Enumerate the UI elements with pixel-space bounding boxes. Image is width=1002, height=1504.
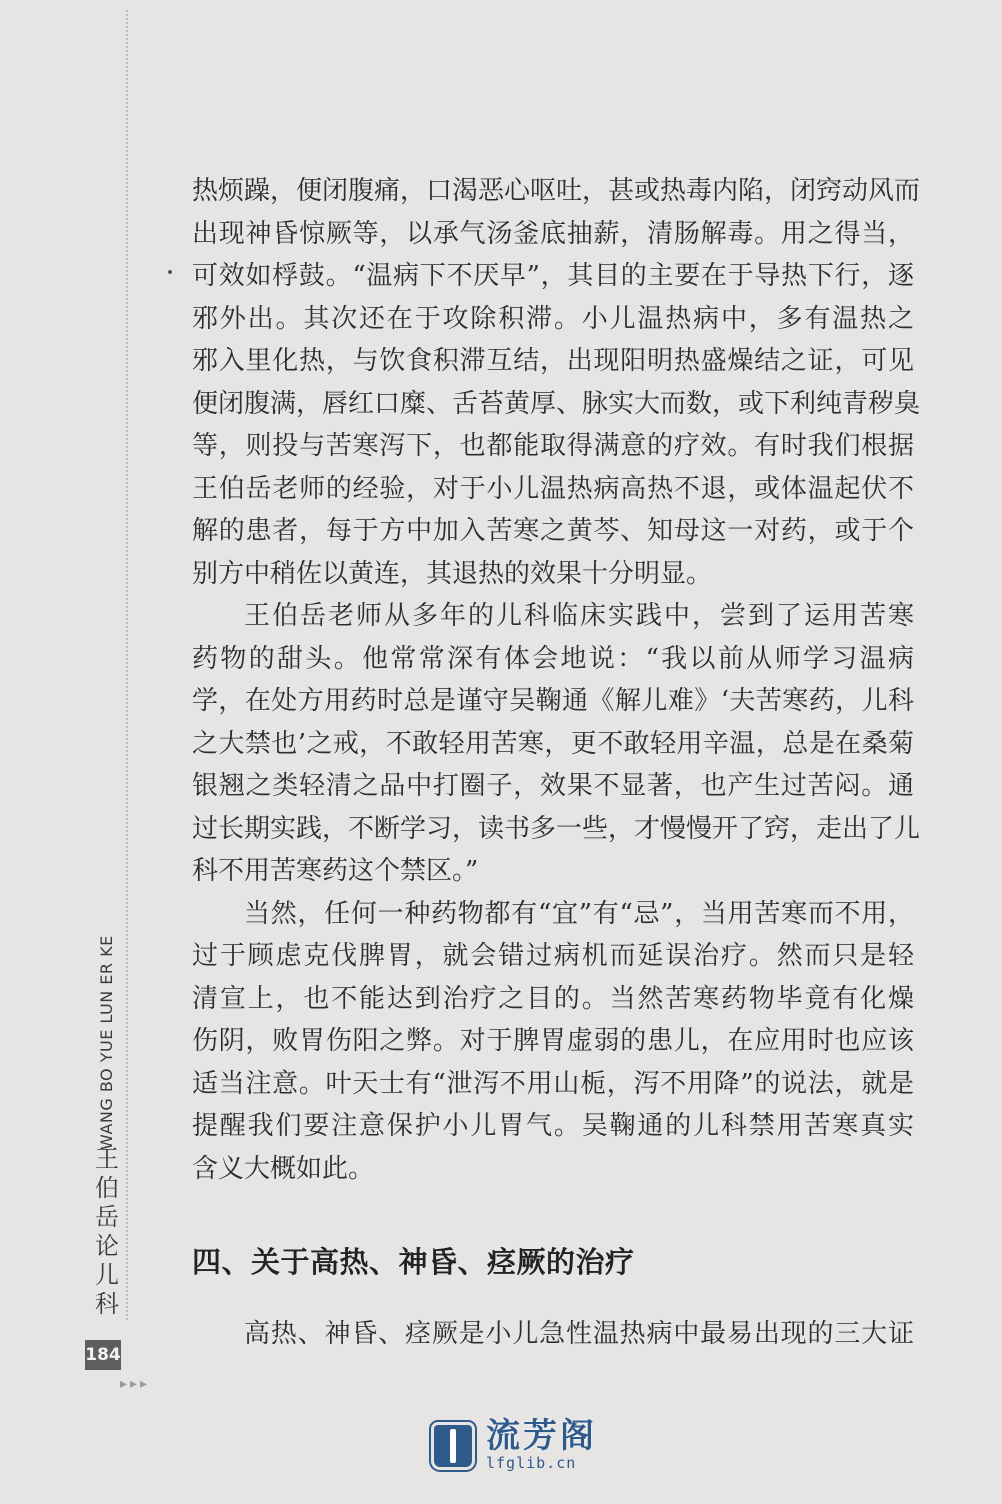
book-title-pinyin: WANG BO YUE LUN ER KE (97, 935, 116, 1150)
text-line: 邪入里化热，与饮食积滞互结，出现阳明热盛燥结之证，可见 (192, 346, 914, 376)
text-line: 伤阴，败胃伤阳之弊。对于脾胃虚弱的患儿，在应用时也应该 (192, 1026, 914, 1056)
watermark-name: 流芳阁 (486, 1416, 597, 1456)
text-line: 当然，任何一种药物都有“宜”有“忌”，当用苦寒而不用， (244, 898, 914, 929)
text-line: 邪外出。其次还在于攻除积滞。小儿温热病中，多有温热之 (192, 303, 914, 334)
text-line: 可效如桴鼓。“温病下不厌早”，其目的主要在于导热下行，逐 (192, 261, 914, 291)
margin-mark (168, 270, 172, 274)
paragraph-3 (192, 893, 914, 1191)
text-line: 王伯岳老师的经验，对于小儿温热病高热不退，或体温起伏不 (192, 473, 914, 504)
paragraph-2 (192, 595, 921, 893)
book-title-char: 儿 (95, 1261, 119, 1289)
watermark-text (486, 1418, 597, 1472)
text-line: 含义大概如此。 (192, 1153, 375, 1184)
text-line: 过长期实践，不断学习，读书多一些，才慢慢开了窍，走出了儿 (192, 813, 921, 844)
book-title-vertical (92, 1145, 122, 1319)
text-line: 解的患者，每于方中加入苦寒之黄芩、知母这一对药，或于个 (192, 516, 914, 546)
text-line: 适当注意。叶天士有“泄泻不用山栀，泻不用降”的说法，就是 (192, 1068, 914, 1099)
watermark-url: lfglib.cn (486, 1454, 577, 1472)
book-title-char: 论 (95, 1232, 119, 1260)
book-logo-icon (430, 1419, 476, 1471)
watermark (430, 1418, 597, 1472)
text-line: 学，在处方用药时总是谨守吴鞠通《解儿难》‘夫苦寒药，儿科 (192, 686, 914, 716)
section-heading: 四、关于高热、神昏、痉厥的治疗 (192, 1245, 635, 1279)
text-line: 清宣上，也不能达到治疗之目的。当然苦寒药物毕竟有化燥 (192, 983, 914, 1014)
text-line: 银翘之类轻清之品中打圈子，效果不显著，也产生过苦闷。通 (192, 771, 914, 801)
text-line: 之大禁也’之戒，不敢轻用苦寒，更不敢轻用辛温，总是在桑菊 (192, 728, 914, 759)
text-line: 过于顾虑克伐脾胃，就会错过病机而延误治疗。然而只是轻 (192, 941, 914, 971)
book-title-char: 岳 (95, 1203, 119, 1231)
book-title-char: 伯 (95, 1174, 119, 1202)
text-line: 药物的甜头。他常常深有体会地说：“我以前从师学习温病 (192, 643, 914, 674)
text-line: 等，则投与苦寒泻下，也都能取得满意的疗效。有时我们根据 (192, 431, 914, 461)
text-line: 热烦躁，便闭腹痛，口渴恶心呕吐，甚或热毒内陷，闭窍动风而 (192, 176, 921, 206)
paragraph-1 (192, 170, 921, 595)
page-number-badge: 184 (85, 1340, 121, 1370)
page-arrows-icon: ▸▸▸ (120, 1376, 151, 1392)
section-first-line: 高热、神昏、痉厥是小儿急性温热病中最易出现的三大证 (244, 1319, 914, 1349)
text-line: 别方中稍佐以黄连，其退热的效果十分明显。 (192, 558, 713, 589)
text-line: 便闭腹满，唇红口糜、舌苔黄厚、脉实大而数，或下利纯青秽臭 (192, 388, 921, 419)
gutter-dotted-line (126, 10, 128, 1320)
text-line: 科不用苦寒药这个禁区。” (192, 856, 479, 886)
book-title-char: 科 (95, 1290, 119, 1318)
book-title-char: 王 (95, 1145, 119, 1173)
text-line: 出现神昏惊厥等，以承气汤釜底抽薪，清肠解毒。用之得当， (192, 218, 914, 249)
text-line: 提醒我们要注意保护小儿胃气。吴鞠通的儿科禁用苦寒真实 (192, 1111, 914, 1141)
text-line: 王伯岳老师从多年的儿科临床实践中，尝到了运用苦寒 (244, 601, 914, 631)
body-text (192, 170, 921, 1190)
